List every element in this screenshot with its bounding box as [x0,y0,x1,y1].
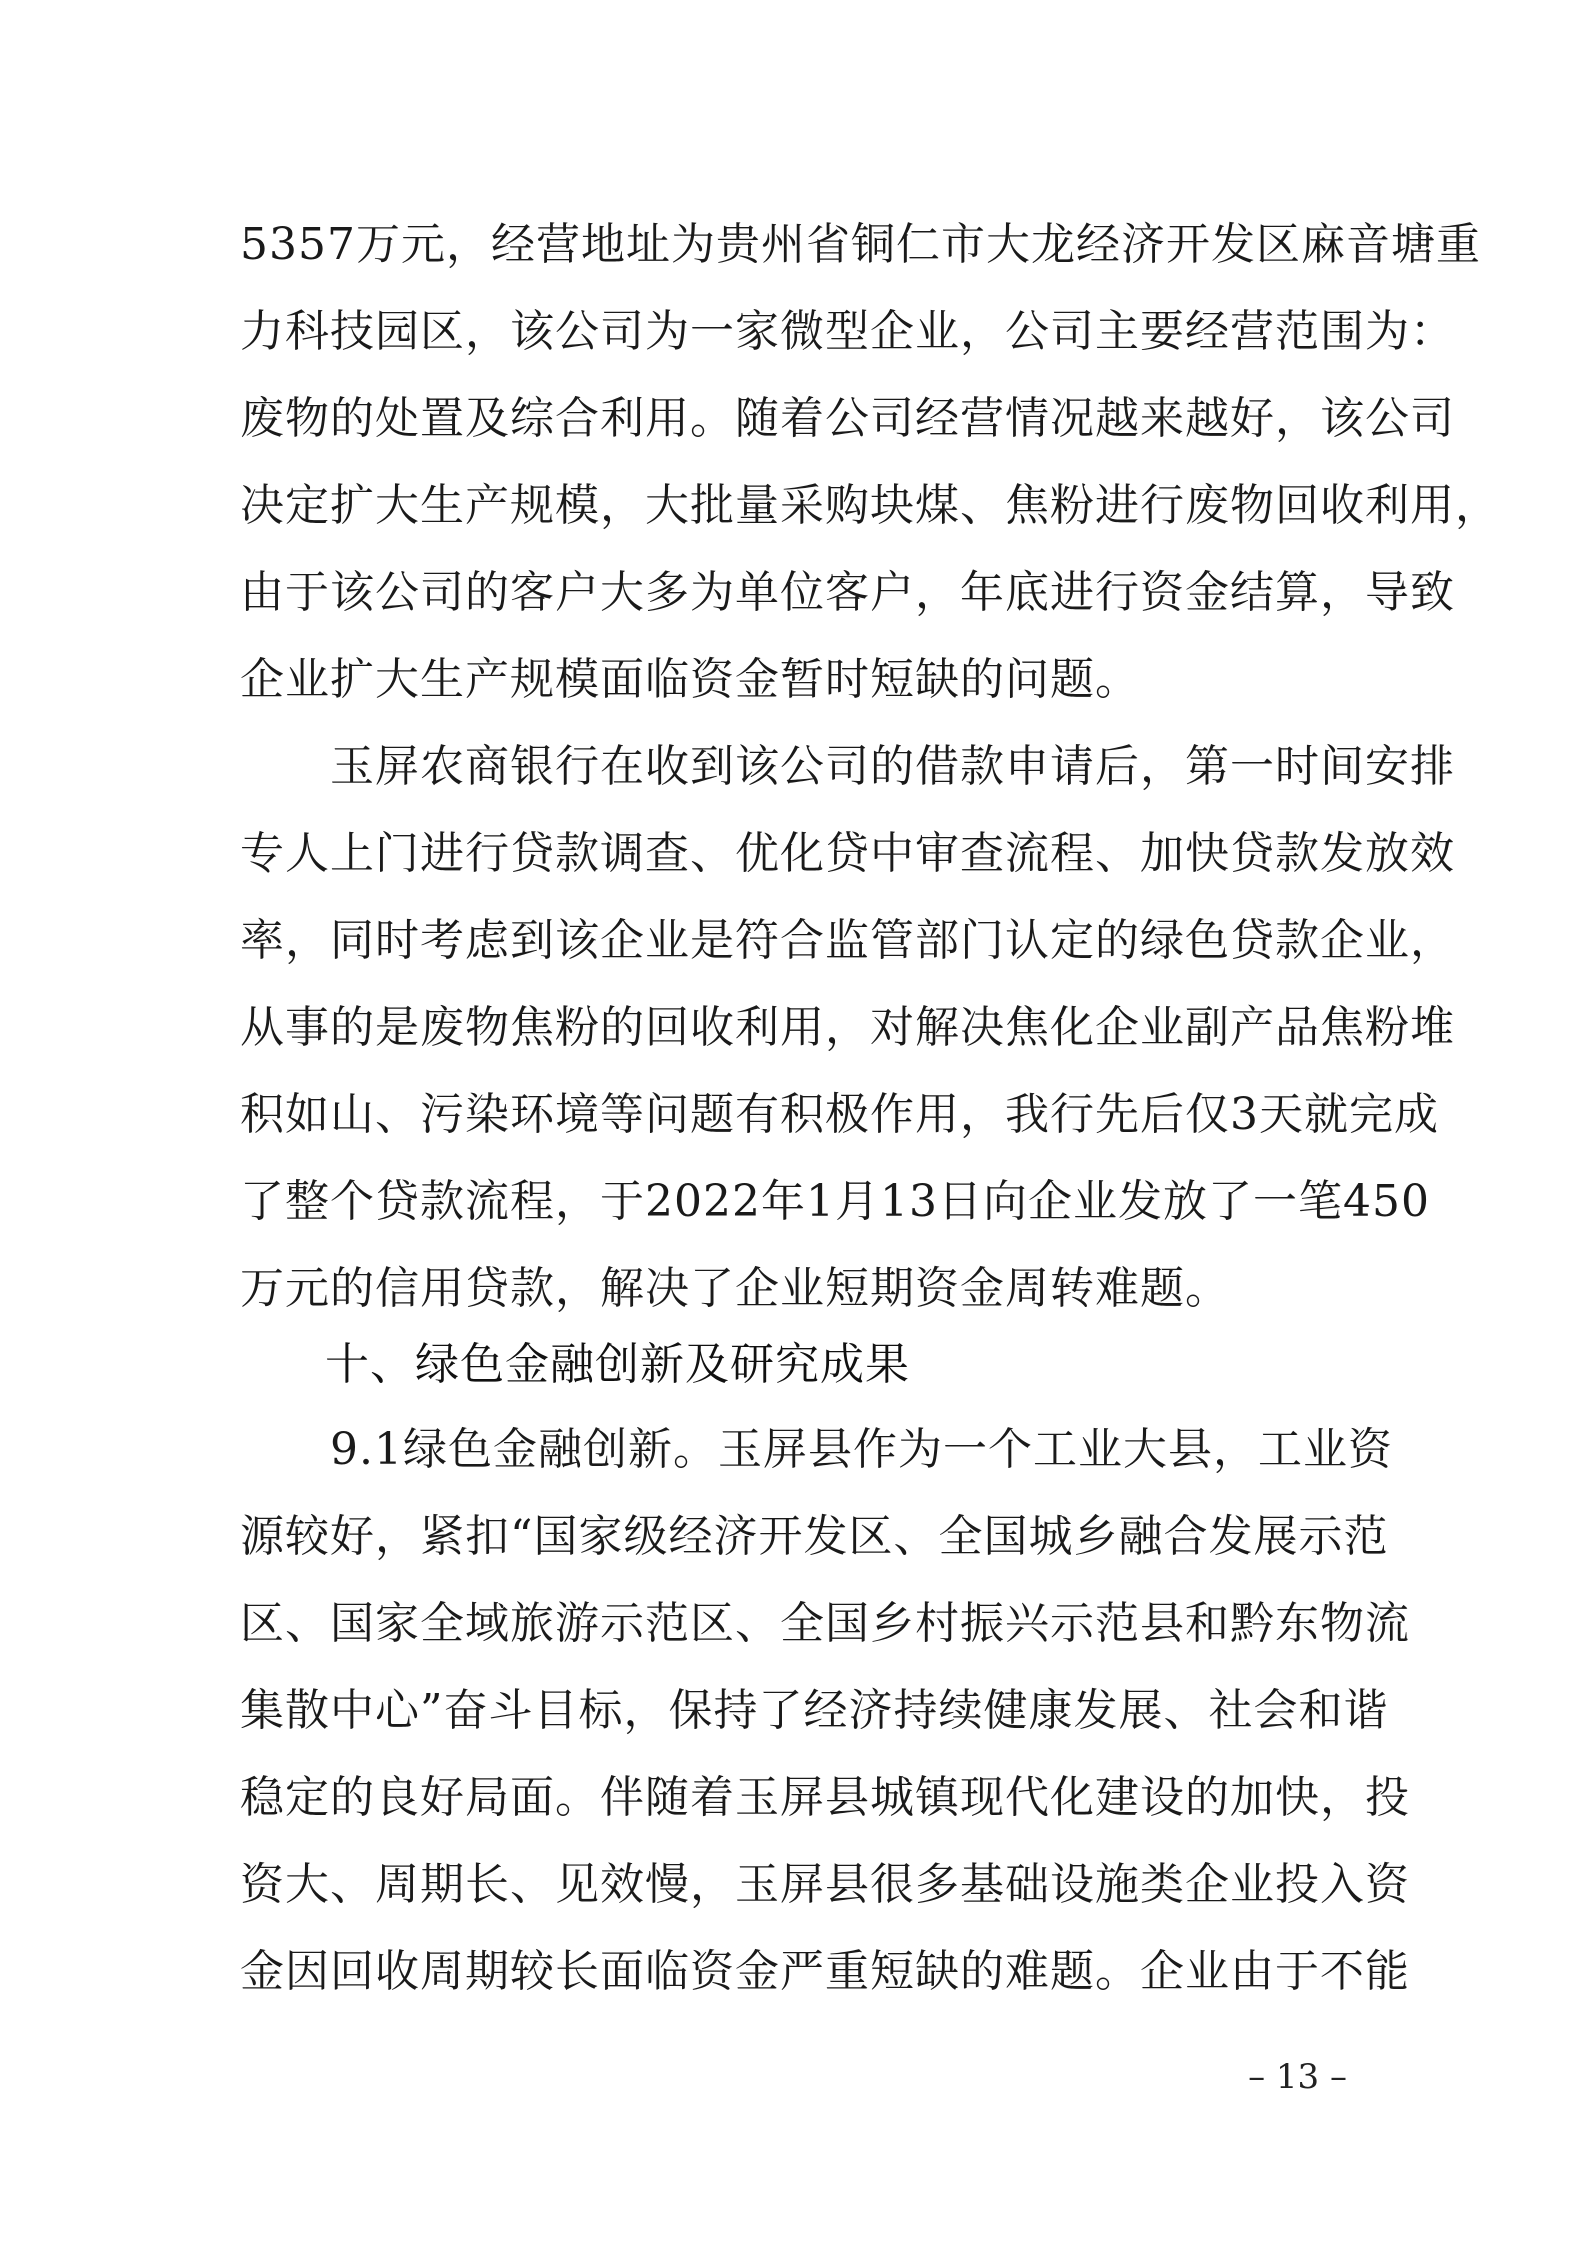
paragraph-2-line-3: 率，同时考虑到该企业是符合监管部门认定的绿色贷款企业， [240,915,1455,966]
paragraph-2-line-2: 专人上门进行贷款调查、优化贷中审查流程、加快贷款发放效 [240,828,1455,879]
paragraph-1-line-5: 由于该公司的客户大多为单位客户，年底进行资金结算，导致 [240,567,1455,618]
paragraph-3-line-7: 金因回收周期较长面临资金严重短缺的难题。企业由于不能 [240,1946,1410,1997]
paragraph-2-line-1: 玉屏农商银行在收到该公司的借款申请后，第一时间安排 [240,741,1455,792]
paragraph-3-line-2: 源较好，紧扣“国家级经济开发区、全国城乡融合发展示范 [240,1511,1389,1562]
paragraph-2-line-5: 积如山、污染环境等问题有积极作用，我行先后仅3天就完成 [240,1089,1439,1140]
paragraph-1-line-1: 5357万元，经营地址为贵州省铜仁市大龙经济开发区麻音塘重 [240,219,1481,270]
paragraph-2-line-7: 万元的信用贷款，解决了企业短期资金周转难题。 [240,1263,1230,1314]
paragraph-3-line-4: 集散中心”奋斗目标，保持了经济持续健康发展、社会和谐 [240,1685,1389,1736]
paragraph-2-line-6: 了整个贷款流程，于2022年1月13日向企业发放了一笔450 [240,1176,1430,1227]
paragraph-1-line-6: 企业扩大生产规模面临资金暂时短缺的问题。 [240,654,1140,705]
section-heading: 十、绿色金融创新及研究成果 [325,1339,910,1390]
paragraph-2-line-4: 从事的是废物焦粉的回收利用，对解决焦化企业副产品焦粉堆 [240,1002,1455,1053]
paragraph-1-line-2: 力科技园区，该公司为一家微型企业，公司主要经营范围为： [240,306,1455,357]
paragraph-3-line-5: 稳定的良好局面。伴随着玉屏县城镇现代化建设的加快，投 [240,1772,1410,1823]
paragraph-3-line-1: 9.1绿色金融创新。玉屏县作为一个工业大县，工业资 [240,1424,1393,1475]
paragraph-3-line-3: 区、国家全域旅游示范区、全国乡村振兴示范县和黔东物流 [240,1598,1410,1649]
paragraph-1-line-4: 决定扩大生产规模，大批量采购块煤、焦粉进行废物回收利用， [240,480,1500,531]
page-number: – 13 – [1248,2057,1347,2097]
paragraph-3-line-6: 资大、周期长、见效慢，玉屏县很多基础设施类企业投入资 [240,1859,1410,1910]
paragraph-1-line-3: 废物的处置及综合利用。随着公司经营情况越来越好，该公司 [240,393,1455,444]
